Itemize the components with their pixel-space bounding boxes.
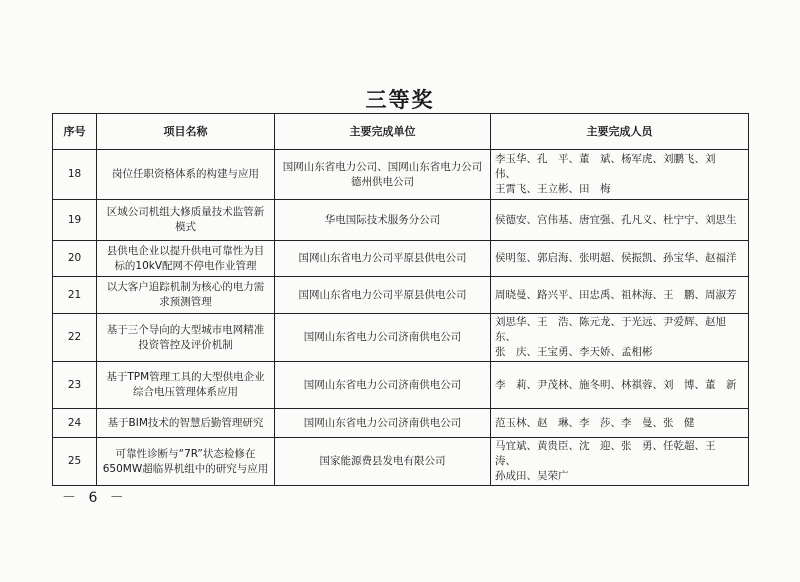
cell-project-name — [97, 277, 275, 314]
cell-main-personnel-line: 侯明玺、郭启海、张明超、侯振凯、孙宝华、赵福洋 — [495, 252, 737, 264]
cell-main-personnel-line: 马宜斌、黄贵臣、沈 迎、张 勇、任乾超、王 涛、 — [495, 440, 726, 467]
cell-main-unit-line: 国网山东省电力公司济南供电公司 — [303, 331, 462, 343]
table-row — [53, 438, 749, 486]
header-main-unit: 主要完成单位 — [275, 114, 491, 150]
cell-project-name-line: 基于三个导向的大型城市电网精准 — [106, 323, 265, 336]
table-row — [53, 277, 749, 314]
header-project-name: 项目名称 — [97, 114, 275, 150]
cell-serial-number: 18 — [53, 150, 97, 200]
cell-main-unit — [275, 241, 491, 277]
cell-main-personnel — [491, 362, 749, 409]
cell-main-personnel-line: 范玉林、赵 琳、李 莎、李 曼、张 健 — [495, 416, 695, 429]
cell-main-personnel-line: 周晓曼、路兴平、田忠禹、祖林海、王 鹏、周淑芳 — [495, 288, 737, 301]
cell-project-name — [97, 241, 275, 277]
cell-serial-number: 22 — [53, 314, 97, 362]
cell-main-personnel-line: 李玉华、孔 平、董 斌、杨军虎、刘鹏飞、刘 伟、 — [495, 153, 726, 180]
cell-main-unit-line: 华电国际技术服务分公司 — [324, 213, 441, 226]
page-number: － 6 － — [62, 490, 128, 506]
cell-project-name — [97, 314, 275, 362]
cell-project-name-line: 求预测管理 — [159, 296, 212, 308]
cell-main-personnel-line: 李 莉、尹茂林、施冬明、林祺蓉、刘 博、董 新 — [495, 378, 737, 391]
cell-project-name-line: 模式 — [175, 221, 196, 233]
cell-project-name-line: 基于BIM技术的智慧后勤管理研究 — [107, 416, 264, 429]
cell-main-personnel — [491, 409, 749, 438]
cell-main-unit-line: 国网山东省电力公司济南供电公司 — [303, 378, 462, 391]
cell-project-name-line: 标的10kV配网不停电作业管理 — [114, 259, 257, 272]
header-main-personnel: 主要完成人员 — [491, 114, 749, 150]
cell-main-unit — [275, 438, 491, 486]
cell-project-name — [97, 150, 275, 200]
cell-main-personnel — [491, 438, 749, 486]
cell-main-personnel-line: 侯德安、宫伟基、唐宜强、孔凡义、杜宁宁、刘思生 — [495, 213, 737, 226]
cell-main-unit — [275, 314, 491, 362]
cell-project-name-line: 区域公司机组大修质量技术监管新 — [106, 206, 265, 218]
table-header-row — [53, 114, 749, 150]
table-row — [53, 362, 749, 409]
cell-main-unit — [275, 200, 491, 241]
cell-project-name-line: 可靠性诊断与“7R”状态检修在 — [115, 447, 256, 460]
cell-main-unit-line: 国网山东省电力公司、国网山东省电力公司 — [282, 160, 483, 173]
cell-main-unit-line: 国网山东省电力公司平原县供电公司 — [298, 252, 467, 264]
awards-table — [52, 113, 749, 486]
cell-project-name-line: 650MW超临界机组中的研究与应用 — [102, 462, 269, 475]
cell-project-name — [97, 362, 275, 409]
cell-main-unit — [275, 409, 491, 438]
table-row — [53, 200, 749, 241]
table-row — [53, 150, 749, 200]
cell-project-name-line: 岗位任职资格体系的构建与应用 — [112, 168, 259, 180]
cell-main-personnel — [491, 277, 749, 314]
cell-serial-number: 20 — [53, 241, 97, 277]
cell-project-name-line: 县供电企业以提升供电可靠性为目 — [106, 244, 265, 257]
table-row — [53, 314, 749, 362]
cell-main-unit — [275, 362, 491, 409]
cell-serial-number: 24 — [53, 409, 97, 438]
cell-project-name-line: 综合电压管理体系应用 — [133, 386, 238, 398]
cell-main-unit — [275, 150, 491, 200]
cell-main-unit-line: 国网山东省电力公司平原县供电公司 — [298, 288, 467, 301]
cell-main-personnel-line: 张 庆、王宝勇、李天娇、孟相彬 — [495, 346, 653, 358]
cell-project-name — [97, 438, 275, 486]
cell-main-personnel — [491, 150, 749, 200]
cell-serial-number: 23 — [53, 362, 97, 409]
cell-project-name-line: 投资管控及评价机制 — [138, 338, 233, 351]
cell-project-name — [97, 409, 275, 438]
cell-main-personnel — [491, 241, 749, 277]
cell-project-name-line: 基于TPM管理工具的大型供电企业 — [106, 371, 265, 383]
cell-main-personnel — [491, 200, 749, 241]
cell-main-personnel — [491, 314, 749, 362]
cell-main-unit — [275, 277, 491, 314]
cell-main-personnel-line: 王霄飞、王立彬、田 梅 — [495, 183, 611, 195]
header-serial-number: 序号 — [53, 114, 97, 150]
cell-main-personnel-line: 刘思华、王 浩、陈元龙、于光远、尹爱辉、赵旭东、 — [495, 316, 726, 343]
cell-serial-number: 25 — [53, 438, 97, 486]
cell-main-unit-line: 国网山东省电力公司济南供电公司 — [303, 416, 462, 429]
cell-serial-number: 19 — [53, 200, 97, 241]
cell-project-name — [97, 200, 275, 241]
cell-main-personnel-line: 孙成田、吴荣广 — [495, 470, 569, 482]
section-title: 三等奖 — [365, 87, 435, 112]
cell-main-unit-line: 国家能源费县发电有限公司 — [319, 455, 446, 467]
cell-main-unit-line: 德州供电公司 — [351, 175, 414, 188]
table-row — [53, 409, 749, 438]
cell-project-name-line: 以大客户追踪机制为核心的电力需 — [106, 281, 265, 293]
cell-serial-number: 21 — [53, 277, 97, 314]
table-row — [53, 241, 749, 277]
